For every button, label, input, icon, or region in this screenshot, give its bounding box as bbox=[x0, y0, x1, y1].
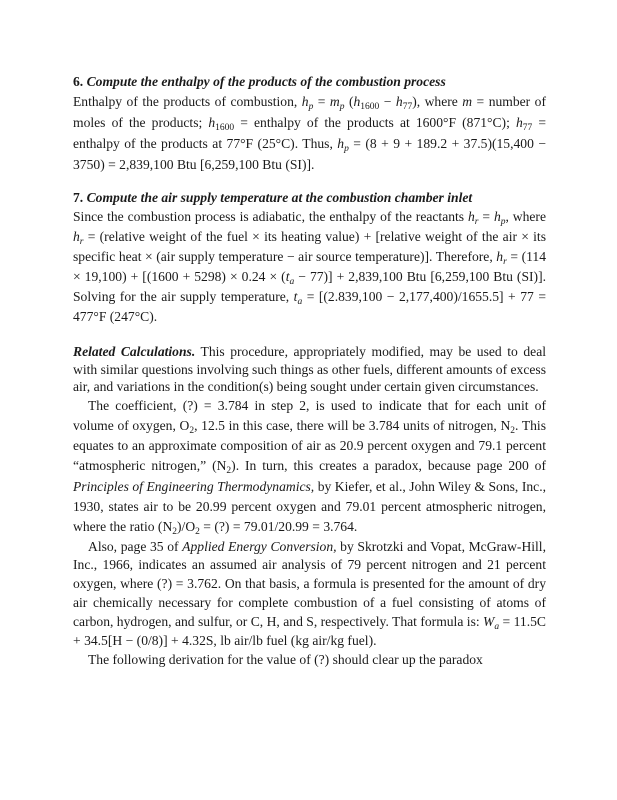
related-calculations-lead: Related Calculations. bbox=[73, 344, 196, 359]
document-page bbox=[73, 73, 546, 669]
step-6-body: Enthalpy of the products of combustion, $h_p = m_p$ $(h_{1600} - h_{77})$, where m = number of moles of the products; $h_{1600}$ = enthalpy of the products at 1600°F (871°C); $h_{77}$ = enthalpy of the products at 77°F (25°C). Thus, $h_p = (8 + 9 + 189.2 + 37.5)(15,400 - 3750) = 2,839,100$ Btu [6,259,100 Btu (SI)]. bbox=[73, 94, 547, 172]
related-paragraph-coefficient: The coefficient, (?) = 3.784 in step 2, is used to indicate that for each unit of volume of oxygen, $O_2$, 12.5 in this case, there will be 3.784 units of nitrogen, $N_2$. This equates to an approximate composition of air as 20.9 percent oxygen and 79.1 percent “atmospheric nitrogen,” $(N_2)$. In turn, this creates a paradox, because page 200 of Principles of Engineering Thermodynamics, by Kiefer, et al., John Wiley & Sons, Inc., 1930, states air to be 20.99 percent oxygen and 79.01 percent atmospheric nitrogen, where the ratio $(N_2)/O_2$ = (?) = 79.01/20.99 = 3.764. bbox=[73, 397, 547, 538]
step-6-title: Compute the enthalpy of the products of the combustion process bbox=[86, 74, 446, 89]
spacer bbox=[73, 327, 546, 343]
related-calculations-intro: Related Calculations. This procedure, appropriately modified, may be used to deal with similar questions involving such things as other fuels, different amounts of excess air, and variations in the condition(s) being sought under certain given circumstances. bbox=[73, 344, 547, 394]
step-6-heading bbox=[73, 73, 546, 91]
spacer bbox=[73, 175, 546, 189]
step-7-body: Since the combustion process is adiabatic, the enthalpy of the reactants $h_r = h_p$, where $h_r$ = (relative weight of the fuel × its heating value) + [relative weight of the air × its specific heat × (air supply temperature − air source temperature)]. Therefore, $h_r = (114 \times 19,100) + [(1600 + 5298) \times 0.24 \times (t_a - 77)] + 2,839,100$ Btu [6,259,100 Btu (SI)]. Solving for the air supply temperature, $t_a = [(2.839,100 - 2,177,400)/1655.5] + 77 = 477^\circ F$ (247°C). bbox=[73, 209, 546, 324]
step-6-number: 6. bbox=[73, 74, 84, 89]
step-7-heading bbox=[73, 189, 546, 207]
related-paragraph-derivation: The following derivation for the value of (?) should clear up the paradox bbox=[88, 652, 483, 668]
step-7-number: 7. bbox=[73, 190, 84, 205]
step-7-title: Compute the air supply temperature at the combustion chamber inlet bbox=[86, 190, 473, 205]
related-paragraph-skrotzki: Also, page 35 of Applied Energy Conversion, by Skrotzki and Vopat, McGraw-Hill, Inc., 1966, indicates an assumed air analysis of 79 percent nitrogen and 21 percent oxygen, where (?) = 3.762. On that basis, a formula is presented for the amount of dry air chemically necessary for complete combustion of a fuel consisting of atoms of carbon, hydrogen, and sulfur, or C, H, and S, respectively. That formula is: $W_a = 11.5C + 34.5[H - (0/8)] + 4.32S$, lb air/lb fuel (kg air/kg fuel). bbox=[73, 538, 546, 649]
